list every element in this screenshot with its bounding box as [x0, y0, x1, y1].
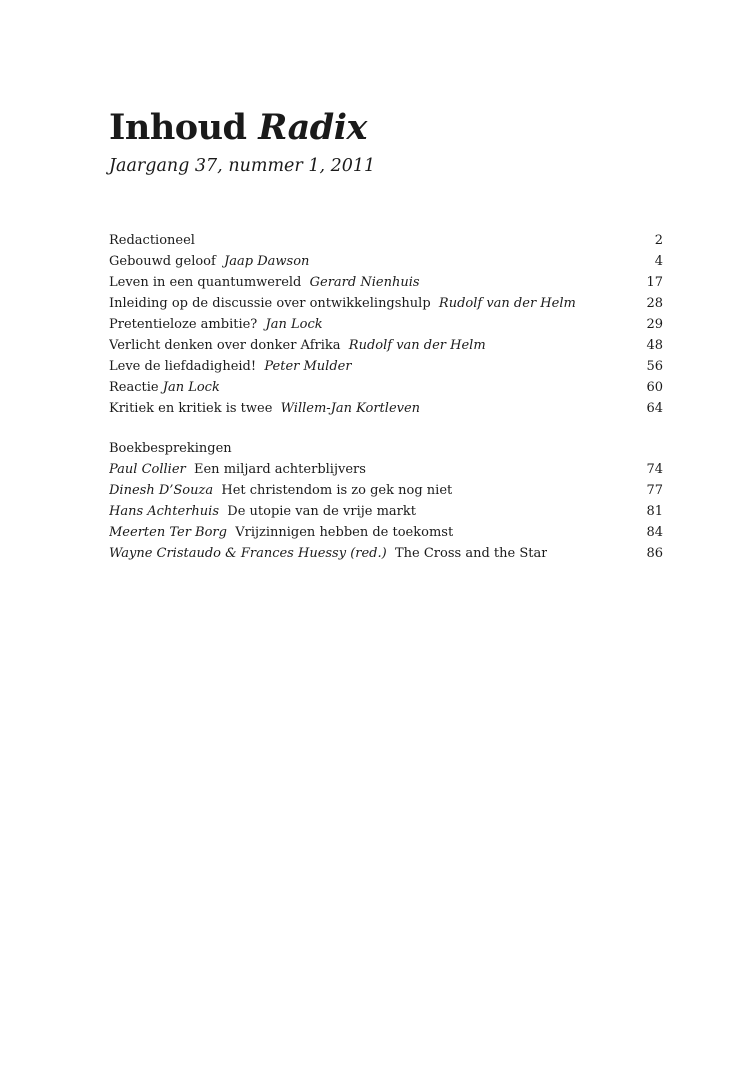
review-author: Hans Achterhuis — [109, 504, 220, 519]
entry-page: 2 — [654, 233, 663, 248]
entry-author: Peter Mulder — [264, 359, 352, 374]
list-item — [109, 377, 663, 398]
entry-page: 29 — [646, 317, 663, 332]
entry-title: Pretentieloze ambitie? — [109, 317, 258, 332]
list-item — [109, 398, 663, 419]
section-heading-reviews: Boekbesprekingen — [109, 441, 232, 456]
list-item — [109, 543, 663, 564]
review-title: Het christendom is zo gek nog niet — [221, 483, 453, 498]
entry-author: Rudolf van der Helm — [348, 338, 486, 353]
review-author: Paul Collier — [109, 462, 186, 477]
entry-author: Willem-Jan Kortleven — [280, 401, 421, 416]
entry-page: 4 — [654, 254, 663, 269]
review-author: Dinesh D’Souza — [109, 483, 214, 498]
review-page: 86 — [646, 546, 663, 561]
list-item — [109, 501, 663, 522]
review-page: 77 — [646, 483, 663, 498]
entry-page: 56 — [646, 359, 663, 374]
review-title: Een miljard achterblijvers — [194, 462, 366, 477]
entry-author: Rudolf van der Helm — [438, 296, 576, 311]
review-author: Wayne Cristaudo & Frances Huessy (red.) — [109, 546, 387, 561]
entry-title: Leve de liefdadigheid! — [109, 359, 257, 374]
entry-page: 64 — [646, 401, 663, 416]
list-item — [109, 293, 663, 314]
entry-title: Leven in een quantumwereld — [109, 275, 302, 290]
list-item — [109, 356, 663, 377]
list-item — [109, 230, 663, 251]
review-title: De utopie van de vrije markt — [227, 504, 416, 519]
list-item — [109, 522, 663, 543]
entry-page: 17 — [646, 275, 663, 290]
entry-title: Gebouwd geloof — [109, 254, 216, 269]
entry-title: Reactie — [109, 380, 159, 395]
entry-author: Gerard Nienhuis — [309, 275, 420, 290]
review-author: Meerten Ter Borg — [109, 525, 227, 540]
list-item — [109, 251, 663, 272]
contents-list — [109, 230, 663, 419]
entry-author: Jan Lock — [265, 317, 323, 332]
entry-page: 28 — [646, 296, 663, 311]
reviews-list — [109, 459, 663, 564]
list-item — [109, 459, 663, 480]
title-main: Inhoud — [109, 107, 247, 148]
page-title — [109, 108, 367, 148]
entry-title: Redactioneel — [109, 233, 195, 248]
review-page: 81 — [646, 504, 663, 519]
entry-author: Jan Lock — [162, 380, 220, 395]
list-item — [109, 272, 663, 293]
issue-subtitle: Jaargang 37, nummer 1, 2011 — [109, 156, 376, 176]
list-item — [109, 335, 663, 356]
review-title: The Cross and the Star — [394, 546, 548, 561]
entry-page: 48 — [646, 338, 663, 353]
title-journal-name: Radix — [258, 107, 367, 148]
list-item — [109, 480, 663, 501]
review-page: 74 — [646, 462, 663, 477]
review-page: 84 — [646, 525, 663, 540]
entry-author: Jaap Dawson — [224, 254, 310, 269]
review-title: Vrijzinnigen hebben de toekomst — [235, 525, 454, 540]
entry-page: 60 — [646, 380, 663, 395]
entry-title: Kritiek en kritiek is twee — [109, 401, 273, 416]
entry-title: Verlicht denken over donker Afrika — [109, 338, 341, 353]
entry-title: Inleiding op de discussie over ontwikkelingshulp — [109, 296, 431, 311]
list-item — [109, 314, 663, 335]
